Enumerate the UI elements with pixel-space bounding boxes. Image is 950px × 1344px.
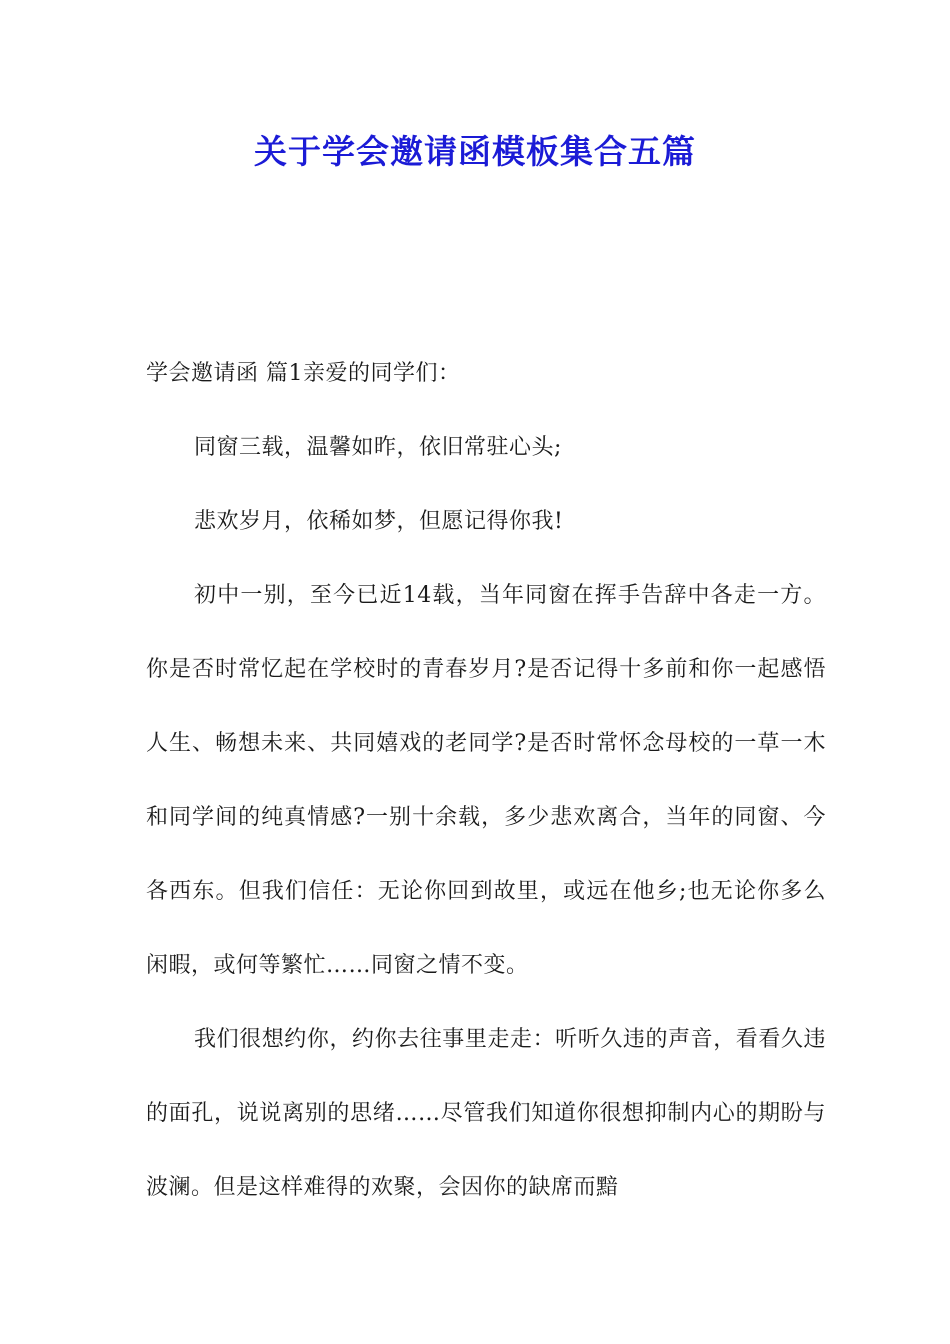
paragraph-verse-2: 悲欢岁月，依稀如梦，但愿记得你我! [194, 509, 564, 534]
document-body [146, 337, 826, 1225]
document-title: 关于学会邀请函模板集合五篇 [254, 132, 696, 171]
paragraph-body-1: 初中一别，至今已近14载，当年同窗在挥手告辞中各走一方。你是否时常忆起在学校时的青春岁月?是否记得十多前和你一起感悟人生、畅想未来、共同嬉戏的老同学?是否时常怀念母校的一草一木和同学间的纯真情感?一别十余载，多少悲欢离合，当年的同窗、今各西东。但我们信任：无论你回到故里，或远在他乡;也无论你多么闲暇，或何等繁忙……同窗之情不变。 [146, 583, 826, 978]
paragraph-verse-1: 同窗三载，温馨如昨，依旧常驻心头; [194, 435, 562, 460]
paragraph-body-2: 我们很想约你，约你去往事里走走：听听久违的声音，看看久违的面孔，说说离别的思绪……尽管我们知道你很想抑制内心的期盼与波澜。但是这样难得的欢聚，会因你的缺席而黯 [146, 1027, 826, 1200]
paragraph-salutation: 学会邀请函 篇1亲爱的同学们： [146, 361, 461, 386]
